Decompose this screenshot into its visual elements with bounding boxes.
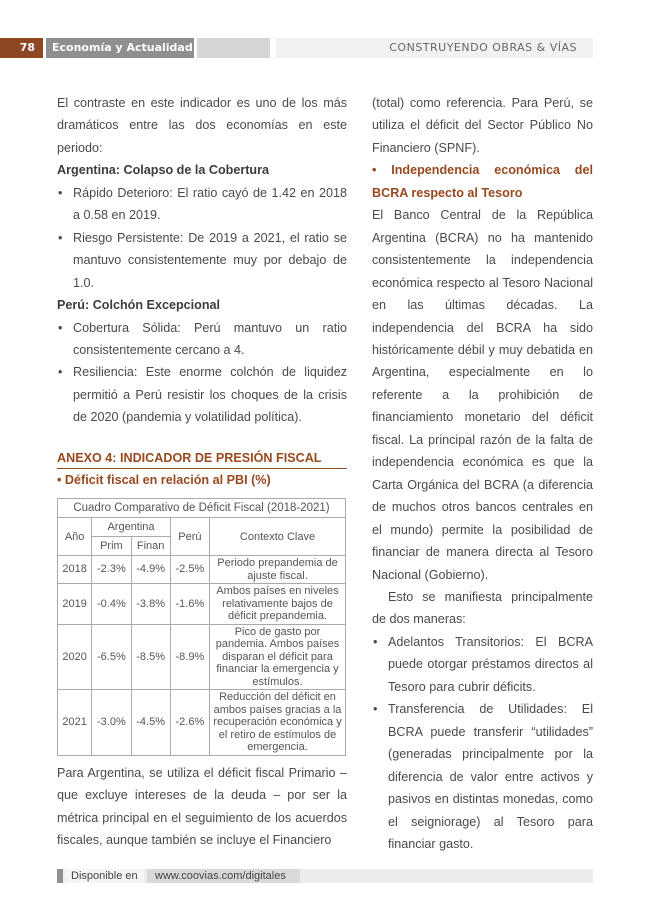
left-column bbox=[57, 92, 347, 429]
cell-prim: -3.0% bbox=[92, 690, 131, 756]
header-divider bbox=[197, 38, 270, 58]
argentina-heading: Argentina: Colapso de la Cobertura bbox=[57, 163, 270, 178]
paragraph: Esto se manifiesta principalmente de dos maneras: bbox=[372, 589, 593, 627]
table-row bbox=[58, 556, 346, 584]
intro-paragraph: El contraste en este indicador es uno de los más dramáticos entre las dos economías en este periodo: bbox=[57, 96, 347, 155]
table-row bbox=[58, 584, 346, 625]
annex-block bbox=[57, 449, 347, 491]
list-item: • Transferencia de Utilidades: El BCRA puede transferir “utilidades” (generadas principalmente por la diferencia de valor entre activos y pasivos en distintas monedas, como el seigniorage) al Tesoro para financiar gasto. bbox=[372, 698, 593, 855]
annex-subtitle: • Déficit fiscal en relación al PBI (%) bbox=[57, 473, 271, 487]
cell-year: 2019 bbox=[58, 584, 92, 625]
cell-year: 2021 bbox=[58, 690, 92, 756]
bcra-bullets bbox=[372, 631, 593, 856]
cell-year: 2018 bbox=[58, 556, 92, 584]
cell-context: Periodo prepandemia de ajuste fiscal. bbox=[210, 556, 346, 584]
col-context: Contexto Clave bbox=[210, 518, 346, 556]
cell-context: Reducción del déficit en ambos países gracias a la recuperación económica y el retiro de estímulos de emergencia. bbox=[210, 690, 346, 756]
cell-peru: -2.6% bbox=[170, 690, 209, 756]
footer bbox=[57, 869, 593, 883]
table-row bbox=[58, 624, 346, 690]
list-item: • Cobertura Sólida: Perú mantuvo un ratio consistentemente cercano a 4. bbox=[57, 317, 347, 362]
cell-peru: -1.6% bbox=[170, 584, 209, 625]
col-peru: Perú bbox=[170, 518, 209, 556]
cell-finan: -8.5% bbox=[131, 624, 170, 690]
cell-finan: -4.5% bbox=[131, 690, 170, 756]
table-row bbox=[58, 690, 346, 756]
footer-marker bbox=[57, 869, 63, 883]
cell-context: Ambos países en niveles relativamente bajos de déficit prepandemia. bbox=[210, 584, 346, 625]
table-block bbox=[57, 498, 347, 756]
page-number: 78 bbox=[0, 38, 43, 58]
col-argentina: Argentina bbox=[92, 518, 170, 537]
col-year: Año bbox=[58, 518, 92, 556]
cell-peru: -8.9% bbox=[170, 624, 209, 690]
col-finan: Finan bbox=[131, 537, 170, 556]
list-item: • Resiliencia: Este enorme colchón de liquidez permitió a Perú resistir los choques de la crisis de 2020 (pandemia y volatilidad política). bbox=[57, 361, 347, 428]
cell-year: 2020 bbox=[58, 624, 92, 690]
col-prim: Prim bbox=[92, 537, 131, 556]
table-caption: Cuadro Comparativo de Déficit Fiscal (2018-2021) bbox=[58, 499, 346, 518]
argentina-bullets bbox=[57, 182, 347, 294]
peru-bullets bbox=[57, 317, 347, 429]
paragraph: El Banco Central de la República Argentina (BCRA) no ha mantenido consistentemente la independencia económica respecto al Tesoro Nacional en las últimas décadas. La independencia del BCRA ha sido históricamente débil y muy debatida en Argentina, especialmente en lo referente a la prohibición de financiamiento monetario del déficit fiscal. La principal razón de la falta de independencia económica es que la Carta Orgánica del BCRA (a diferencia de muchos otros bancos centrales en el mundo) permite la posibilidad de financiar de manera directa al Tesoro Nacional (Gobierno). bbox=[372, 208, 593, 582]
list-item: • Rápido Deterioro: El ratio cayó de 1.42 en 2018 a 0.58 en 2019. bbox=[57, 182, 347, 227]
closing-block bbox=[57, 762, 347, 852]
cell-context: Pico de gasto por pandemia. Ambos países disparan el déficit para financiar la emergencia y estímulos. bbox=[210, 624, 346, 690]
cell-peru: -2.5% bbox=[170, 556, 209, 584]
cell-finan: -3.8% bbox=[131, 584, 170, 625]
footer-link[interactable]: www.coovias.com/digitales bbox=[147, 869, 300, 883]
bcra-heading: • Independencia económica del BCRA respecto al Tesoro bbox=[372, 163, 593, 200]
cell-prim: -6.5% bbox=[92, 624, 131, 690]
footer-label: Disponible en bbox=[65, 869, 144, 883]
annex-title: ANEXO 4: INDICADOR DE PRESIÓN FISCAL bbox=[57, 449, 347, 469]
deficit-table bbox=[57, 498, 346, 756]
right-column bbox=[372, 92, 593, 855]
cell-prim: -0.4% bbox=[92, 584, 131, 625]
section-label: Economía y Actualidad bbox=[46, 38, 194, 58]
cell-finan: -4.9% bbox=[131, 556, 170, 584]
list-item: • Riesgo Persistente: De 2019 a 2021, el ratio se mantuvo consistentemente muy por debajo de 1.0. bbox=[57, 227, 347, 294]
peru-heading: Perú: Colchón Excepcional bbox=[57, 298, 221, 313]
list-item: • Adelantos Transitorios: El BCRA puede otorgar préstamos directos al Tesoro para cubrir déficits. bbox=[372, 631, 593, 698]
closing-paragraph: Para Argentina, se utiliza el déficit fiscal Primario – que excluye intereses de la deuda – por ser la métrica principal en el seguimiento de los acuerdos fiscales, aunque también se incluye el Financiero bbox=[57, 766, 347, 848]
paragraph: (total) como referencia. Para Perú, se utiliza el déficit del Sector Público No Financiero (SPNF). bbox=[372, 96, 593, 155]
magazine-title: CONSTRUYENDO OBRAS & VÍAS bbox=[276, 38, 593, 58]
cell-prim: -2.3% bbox=[92, 556, 131, 584]
